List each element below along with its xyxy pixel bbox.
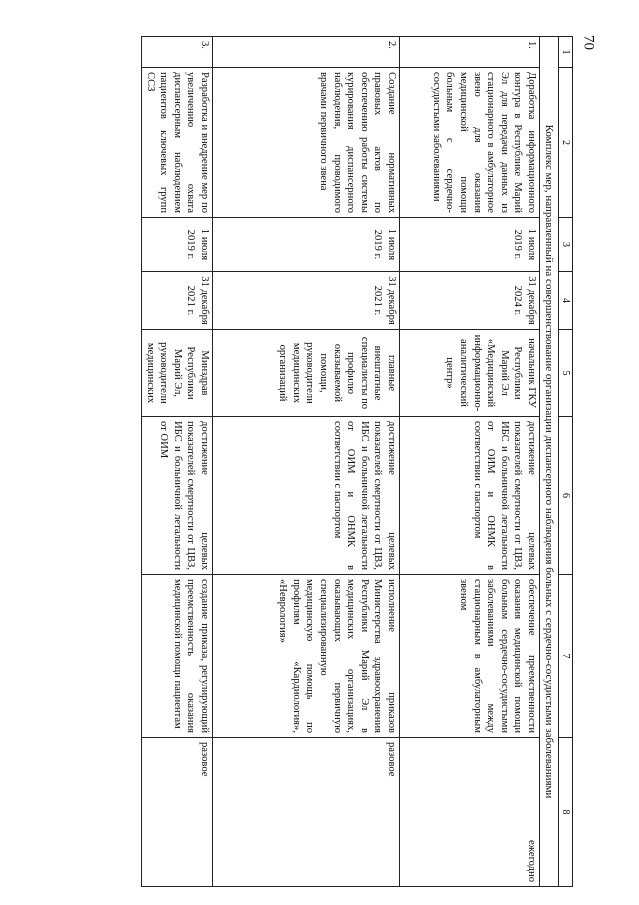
end-date: 31 декабря 2021 г. [141, 272, 212, 330]
indicator: достижение целевых показателей смертности от ЦВЗ, ИБС и больничной летальности от ОИМ [141, 417, 212, 575]
expected-result: исполнение приказов Министерства здравоохранения Республики Марий Эл в медицинских организациях, оказывающих первичную специализированную медицинскую помощь по профилям «Кардиология», «Неврология» [212, 575, 399, 738]
rotated-page-content [78, 36, 573, 886]
responsible: начальник ГКУ Республики Марий Эл «Медицинский информационно-аналитический центр» [399, 330, 539, 417]
table-row [399, 37, 539, 887]
expected-result: создание приказа, регулирующий преемственность оказания медицинской помощи пациентам [141, 575, 212, 738]
measure-text: Создание нормативных правовых актов по обеспечению работы системы курирования диспансерного наблюдения, проводимого врачами первичного звена [212, 68, 399, 218]
indicator: достижение целевых показателей смертности от ЦВЗ, ИБС и больничной летальности от ОИМ и ОНМК в соответствии с паспортом [399, 417, 539, 575]
table-row [141, 37, 212, 887]
end-date: 31 декабря 2021 г. [212, 272, 399, 330]
section-title-row [539, 37, 558, 887]
frequency: ежегодно [399, 738, 539, 887]
expected-result: обеспечение преемственности оказания медицинской помощи больным сердечно-сосудистыми заболеваниями между стационарным в амбулаторным звеном [399, 575, 539, 738]
measures-table [141, 36, 573, 887]
frequency: разовое [141, 738, 212, 887]
table-row [212, 37, 399, 887]
end-date: 31 декабря 2024 г. [399, 272, 539, 330]
row-number: 3. [141, 37, 212, 68]
col-num-5: 5 [559, 330, 573, 417]
row-number: 1. [399, 37, 539, 68]
indicator: достижение целевых показателей смертности от ЦВЗ, ИБС и больничной летальности от ОИМ и ОНМК в соответствии с паспортом [212, 417, 399, 575]
section-title: Комплекс мер, направленный на совершенствование организации диспансерного наблюдения больных с сердечно-сосудистыми заболеваниями [539, 37, 558, 887]
col-num-8: 8 [559, 738, 573, 887]
measure-text: Разработка и внедрение мер по увеличению охвата диспансерным наблюдением пациентов ключевых групп ССЗ [141, 68, 212, 218]
row-number: 2. [212, 37, 399, 68]
col-num-7: 7 [559, 575, 573, 738]
col-num-3: 3 [559, 218, 573, 272]
start-date: 1 июля 2019 г. [212, 218, 399, 272]
measure-text: Доработка информационного контура в Республике Марий Эл для передачи данных из стационарного в амбулаторное звено для оказания медицинской помощи больным с сердечно-сосудистыми заболеваниями [399, 68, 539, 218]
col-num-4: 4 [559, 272, 573, 330]
responsible: главные внештатные специалисты по профилю оказываемой помощи, руководители медицинских организаций [212, 330, 399, 417]
col-num-1: 1 [559, 37, 573, 68]
start-date: 1 июля 2019 г. [141, 218, 212, 272]
frequency: разовое [212, 738, 399, 887]
column-number-row [559, 37, 573, 887]
responsible: Минздрав Республики Марий Эл, руководители медицинских [141, 330, 212, 417]
start-date: 1 июля 2019 г. [399, 218, 539, 272]
col-num-2: 2 [559, 68, 573, 218]
page-number: 70 [580, 35, 597, 50]
col-num-6: 6 [559, 417, 573, 575]
